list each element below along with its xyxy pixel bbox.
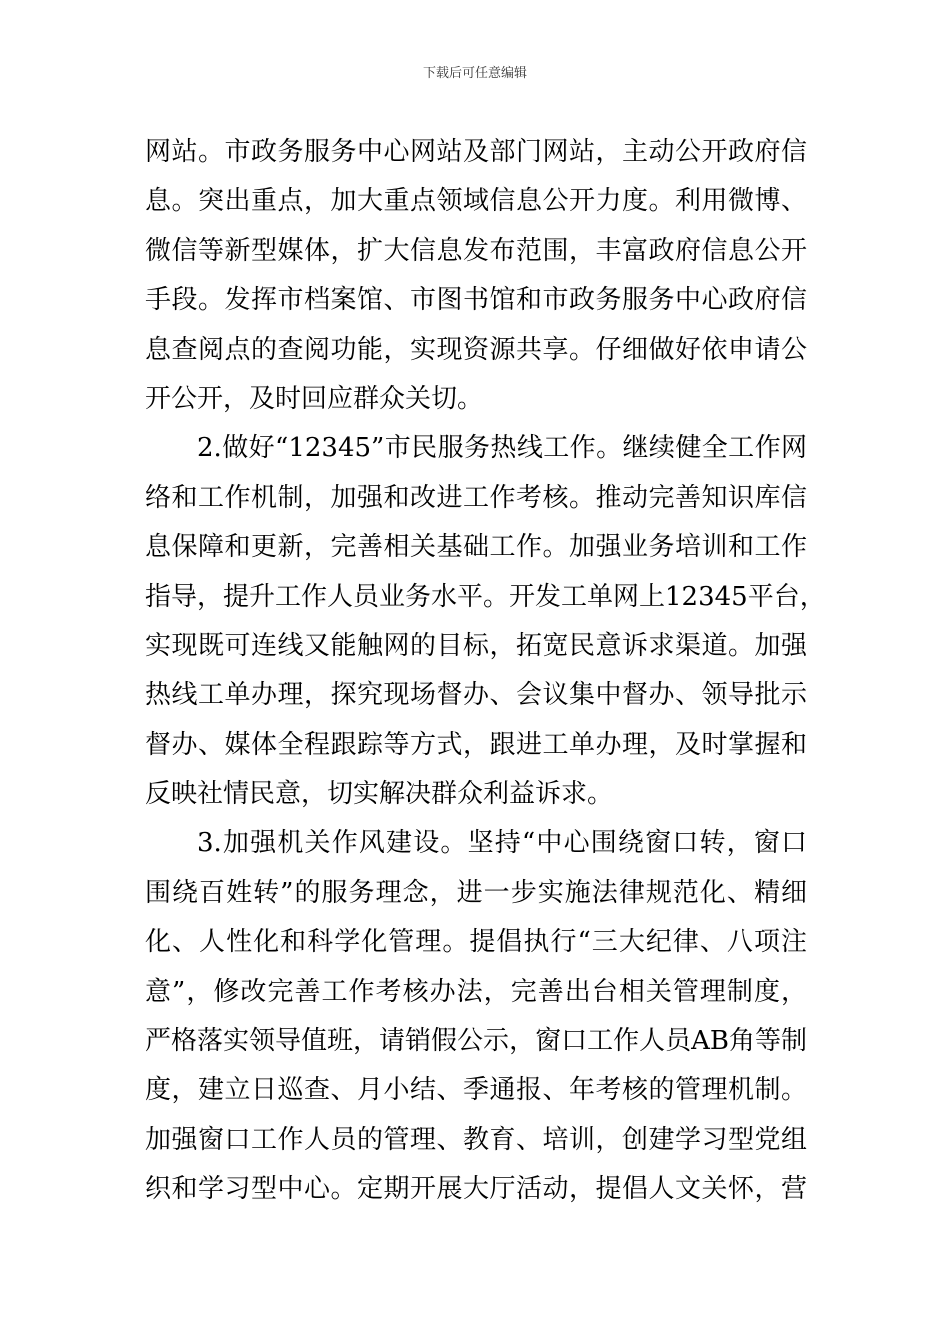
- text-line: 意”，修改完善工作考核办法，完善出台相关管理制度，: [145, 976, 807, 1007]
- text-line: 化、人性化和科学化管理。提倡执行“三大纪律、八项注: [145, 927, 807, 958]
- text-line: 加强窗口工作人员的管理、教育、培训，创建学习型党组: [145, 1124, 807, 1155]
- document-body: [145, 128, 826, 1215]
- page-header: 下载后可任意编辑: [422, 66, 527, 81]
- text-line: 度，建立日巡查、月小结、季通报、年考核的管理机制。: [145, 1075, 807, 1106]
- text-line: 3.加强机关作风建设。坚持“中心围绕窗口转，窗口: [197, 828, 807, 859]
- text-line: 热线工单办理，探究现场督办、会议集中督办、领导批示: [145, 680, 807, 711]
- text-line: 息保障和更新，完善相关基础工作。加强业务培训和工作: [145, 532, 807, 563]
- text-line: 实现既可连线又能触网的目标，拓宽民意诉求渠道。加强: [145, 630, 807, 661]
- text-line: 2.做好“12345”市民服务热线工作。继续健全工作网: [197, 433, 807, 464]
- text-line: 息查阅点的查阅功能，实现资源共享。仔细做好依申请公: [145, 334, 807, 365]
- text-line: 围绕百姓转”的服务理念，进一步实施法律规范化、精细: [145, 877, 807, 908]
- text-line: 微信等新型媒体，扩大信息发布范围，丰富政府信息公开: [145, 235, 807, 266]
- text-line: 息。突出重点，加大重点领域信息公开力度。利用微博、: [145, 186, 807, 217]
- text-line: 网站。市政务服务中心网站及部门网站，主动公开政府信: [145, 137, 807, 167]
- text-line: 反映社情民意，切实解决群众利益诉求。: [145, 779, 614, 810]
- text-line: 络和工作机制，加强和改进工作考核。推动完善知识库信: [145, 482, 807, 513]
- text-line: 手段。发挥市档案馆、市图书馆和市政务服务中心政府信: [145, 285, 807, 316]
- text-line: 开公开，及时回应群众关切。: [145, 383, 484, 414]
- text-line: 指导，提升工作人员业务水平。开发工单网上12345平台，: [145, 581, 826, 612]
- text-line: 督办、媒体全程跟踪等方式，跟进工单办理，及时掌握和: [145, 729, 807, 760]
- text-line: 严格落实领导值班，请销假公示，窗口工作人员AB角等制: [145, 1026, 807, 1057]
- text-line: 织和学习型中心。定期开展大厅活动，提倡人文关怀，营: [145, 1174, 807, 1205]
